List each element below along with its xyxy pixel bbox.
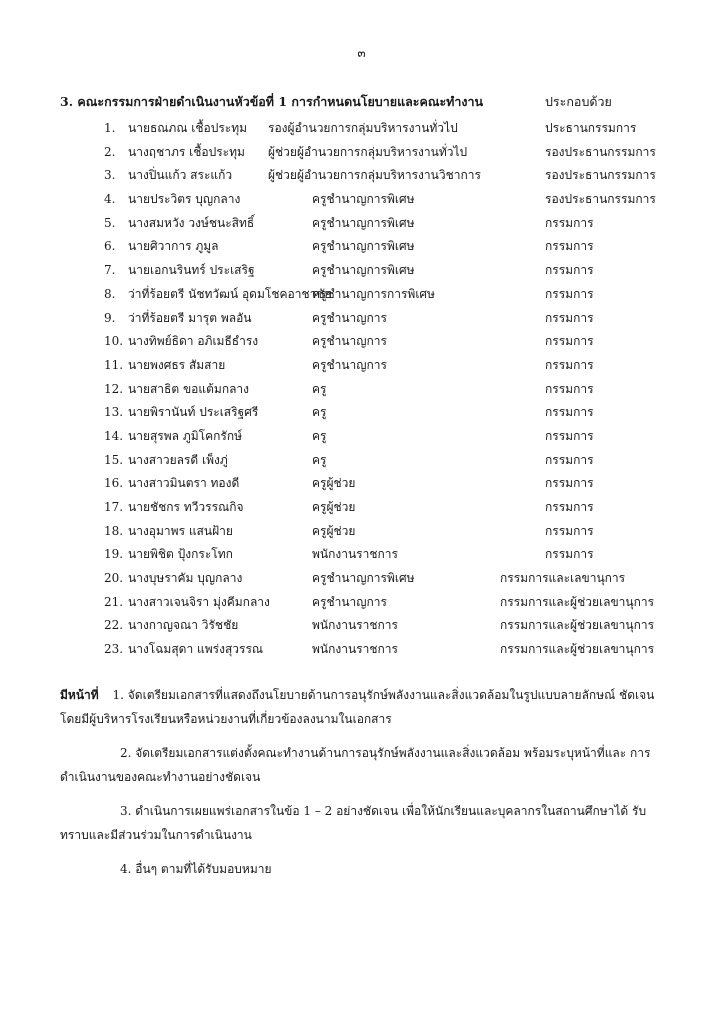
- member-number: 9.: [104, 310, 116, 325]
- member-position: ครูชำนาญการ: [312, 310, 387, 325]
- member-role: กรรมการและเลขานุการ: [500, 571, 626, 586]
- member-number: 15.: [104, 452, 124, 467]
- duty-text: 3. ดำเนินการเผยแพร่เอกสารในข้อ 1 – 2 อย่างชัดเจน เพื่อให้นักเรียนและบุคลากรในสถานศึกษาได้ รับทราบและมีส่วนร่วมในการดำเนินงาน: [60, 804, 647, 842]
- member-row: [0, 428, 723, 452]
- member-row: [0, 546, 723, 570]
- member-row: [0, 617, 723, 641]
- page-number: ๓: [357, 46, 366, 60]
- member-position: ครูชำนาญการพิเศษ: [312, 192, 415, 207]
- member-role: ประธานกรรมการ: [545, 121, 637, 135]
- duties-section: [60, 683, 670, 891]
- member-name: นายพงศธร สัมสาย: [128, 357, 226, 372]
- member-position: พนักงานราชการ: [312, 547, 398, 562]
- member-position: ผู้ช่วยผู้อำนวยการกลุ่มบริหารงานวิชาการ: [268, 168, 481, 183]
- member-row: [0, 144, 723, 168]
- member-number: 3.: [104, 168, 116, 183]
- member-number: 22.: [104, 618, 124, 633]
- member-name: นางฤชาภร เชื้อประทุม: [128, 144, 245, 159]
- member-name: นางสาวยลรดี เพ็งภู่: [128, 452, 228, 467]
- member-position: ครู: [312, 428, 327, 443]
- member-name: นายประวิตร บุญกลาง: [128, 192, 241, 207]
- member-row: [0, 452, 723, 476]
- member-row: [0, 641, 723, 665]
- member-role: กรรมการและผู้ช่วยเลขานุการ: [500, 618, 655, 633]
- member-role: กรรมการ: [545, 500, 594, 514]
- member-name: นายชัชกร ทวีวรรณกิจ: [128, 500, 244, 514]
- duty-item: [60, 799, 670, 847]
- member-number: 1.: [104, 121, 116, 135]
- member-row: [0, 570, 723, 594]
- member-role: กรรมการ: [545, 452, 594, 467]
- member-row: [0, 191, 723, 215]
- member-number: 10.: [104, 334, 124, 349]
- member-role: รองประธานกรรมการ: [545, 192, 656, 207]
- member-position: ครู: [312, 381, 327, 396]
- duty-text: 1. จัดเตรียมเอกสารที่แสดงถึงนโยบายด้านการอนุรักษ์พลังงานและสิ่งแวดล้อมในรูปแบบลายลักษณ์ ชัดเจน โดยมีผู้บริหารโรงเรียนหรือหน่วยงานที่เกี่ยวข้องลงนามในเอกสาร: [60, 688, 655, 726]
- member-number: 19.: [104, 547, 124, 562]
- member-name: นางโฉมสุดา แพร่งสุวรรณ: [128, 642, 264, 657]
- member-position: ครูชำนาญการพิเศษ: [312, 239, 415, 254]
- member-number: 4.: [104, 192, 116, 207]
- member-position: รองผู้อำนวยการกลุ่มบริหารงานทั่วไป: [268, 121, 458, 135]
- member-number: 16.: [104, 476, 124, 491]
- member-role: กรรมการ: [545, 239, 594, 254]
- section-number: 3.: [60, 94, 74, 109]
- member-name: นายพิชิต ปุ้งกระโทก: [128, 547, 233, 562]
- section-heading-suffix: ประกอบด้วย: [545, 94, 612, 109]
- member-role: กรรมการและผู้ช่วยเลขานุการ: [500, 642, 655, 657]
- member-number: 18.: [104, 523, 124, 538]
- member-role: กรรมการ: [545, 405, 594, 420]
- member-role: กรรมการ: [545, 357, 594, 372]
- member-position: พนักงานราชการ: [312, 618, 398, 633]
- member-position: ครูชำนาญการการพิเศษ: [312, 286, 435, 301]
- member-number: 13.: [104, 405, 124, 420]
- member-number: 8.: [104, 286, 116, 301]
- member-role: กรรมการ: [545, 428, 594, 443]
- section-heading: [60, 92, 483, 112]
- duty-text: 4. อื่นๆ ตามที่ได้รับมอบหมาย: [120, 862, 272, 876]
- member-row: [0, 333, 723, 357]
- member-position: ครูชำนาญการพิเศษ: [312, 571, 415, 586]
- member-row: [0, 238, 723, 262]
- member-role: กรรมการ: [545, 334, 594, 349]
- member-name: นางสาวเจนจิรา มุ่งคีมกลาง: [128, 594, 270, 609]
- member-row: [0, 499, 723, 523]
- member-row: [0, 594, 723, 618]
- member-position: ครู: [312, 452, 327, 467]
- member-row: [0, 167, 723, 191]
- member-name: ว่าที่ร้อยตรี นัชทวัฒน์ อุดมโชคอาชาชัย: [128, 286, 332, 301]
- member-name: นางปิ่นแก้ว สระแก้ว: [128, 168, 233, 183]
- member-role: กรรมการ: [545, 476, 594, 491]
- member-number: 6.: [104, 239, 116, 254]
- member-role: กรรมการ: [545, 263, 594, 278]
- member-role: กรรมการ: [545, 215, 594, 230]
- member-row: [0, 262, 723, 286]
- member-name: นายเอกนรินทร์ ประเสริฐ: [128, 263, 255, 278]
- member-name: นางทิพย์ธิดา อภิเมธีธำรง: [128, 334, 259, 349]
- member-name: ว่าที่ร้อยตรี มารุต พลอัน: [128, 310, 252, 325]
- member-name: นางกาญจณา วิรัชชัย: [128, 618, 239, 633]
- member-role: กรรมการ: [545, 523, 594, 538]
- duty-item: [60, 741, 670, 789]
- member-position: ผู้ช่วยผู้อำนวยการกลุ่มบริหารงานทั่วไป: [268, 144, 468, 159]
- member-position: ครูชำนาญการ: [312, 334, 387, 349]
- member-role: กรรมการ: [545, 286, 594, 301]
- member-number: 7.: [104, 263, 116, 278]
- member-row: [0, 357, 723, 381]
- member-name: นายพิรานันท์ ประเสริฐศรี: [128, 405, 259, 420]
- member-name: นายศิวาการ ภูมูล: [128, 239, 219, 254]
- member-number: 14.: [104, 428, 124, 443]
- member-role: กรรมการ: [545, 381, 594, 396]
- member-position: ครูผู้ช่วย: [312, 476, 356, 491]
- member-position: พนักงานราชการ: [312, 642, 398, 657]
- committee-member-list: [0, 120, 723, 665]
- member-name: นางสาวมินตรา ทองดี: [128, 476, 240, 491]
- member-role: รองประธานกรรมการ: [545, 168, 656, 183]
- member-number: 12.: [104, 381, 124, 396]
- member-number: 17.: [104, 500, 124, 514]
- member-number: 21.: [104, 594, 124, 609]
- member-name: นางสมหวัง วงษ์ชนะสิทธิ์: [128, 215, 255, 230]
- member-position: ครูชำนาญการพิเศษ: [312, 215, 415, 230]
- member-row: [0, 310, 723, 334]
- member-number: 23.: [104, 642, 124, 657]
- member-number: 2.: [104, 144, 116, 159]
- member-row: [0, 404, 723, 428]
- member-row: [0, 523, 723, 547]
- member-number: 11.: [104, 357, 124, 372]
- member-name: นางอุมาพร แสนฝ้าย: [128, 523, 233, 538]
- member-row: [0, 475, 723, 499]
- member-position: ครูผู้ช่วย: [312, 523, 356, 538]
- section-title: คณะกรรมการฝ่ายดำเนินงานหัวข้อที่ 1 การกำหนดนโยบายและคณะทำงาน: [77, 94, 484, 109]
- duty-text: 2. จัดเตรียมเอกสารแต่งตั้งคณะทำงานด้านการอนุรักษ์พลังงานและสิ่งแวดล้อม พร้อมระบุหน้าที่และ การดำเนินงานของคณะทำงานอย่างชัดเจน: [60, 746, 651, 784]
- member-role: รองประธานกรรมการ: [545, 144, 656, 159]
- member-number: 5.: [104, 215, 116, 230]
- member-row: [0, 120, 723, 144]
- member-position: ครูชำนาญการพิเศษ: [312, 263, 415, 278]
- member-number: 20.: [104, 571, 124, 586]
- member-name: นายสาธิต ขอแต้มกลาง: [128, 381, 250, 396]
- member-name: นายสุรพล ภูมิโคกรักษ์: [128, 428, 242, 443]
- member-role: กรรมการและผู้ช่วยเลขานุการ: [500, 594, 655, 609]
- duties-label: มีหน้าที่: [60, 688, 99, 702]
- member-position: ครูผู้ช่วย: [312, 500, 356, 514]
- member-position: ครู: [312, 405, 327, 420]
- member-row: [0, 286, 723, 310]
- member-position: ครูชำนาญการ: [312, 594, 387, 609]
- member-position: ครูชำนาญการ: [312, 357, 387, 372]
- duty-item: [60, 683, 670, 731]
- member-name: นางบุษราคัม บุญกลาง: [128, 571, 243, 586]
- member-role: กรรมการ: [545, 547, 594, 562]
- member-row: [0, 215, 723, 239]
- member-role: กรรมการ: [545, 310, 594, 325]
- member-name: นายธณภณ เชื้อประทุม: [128, 121, 248, 135]
- duty-item: [60, 857, 670, 881]
- member-row: [0, 381, 723, 405]
